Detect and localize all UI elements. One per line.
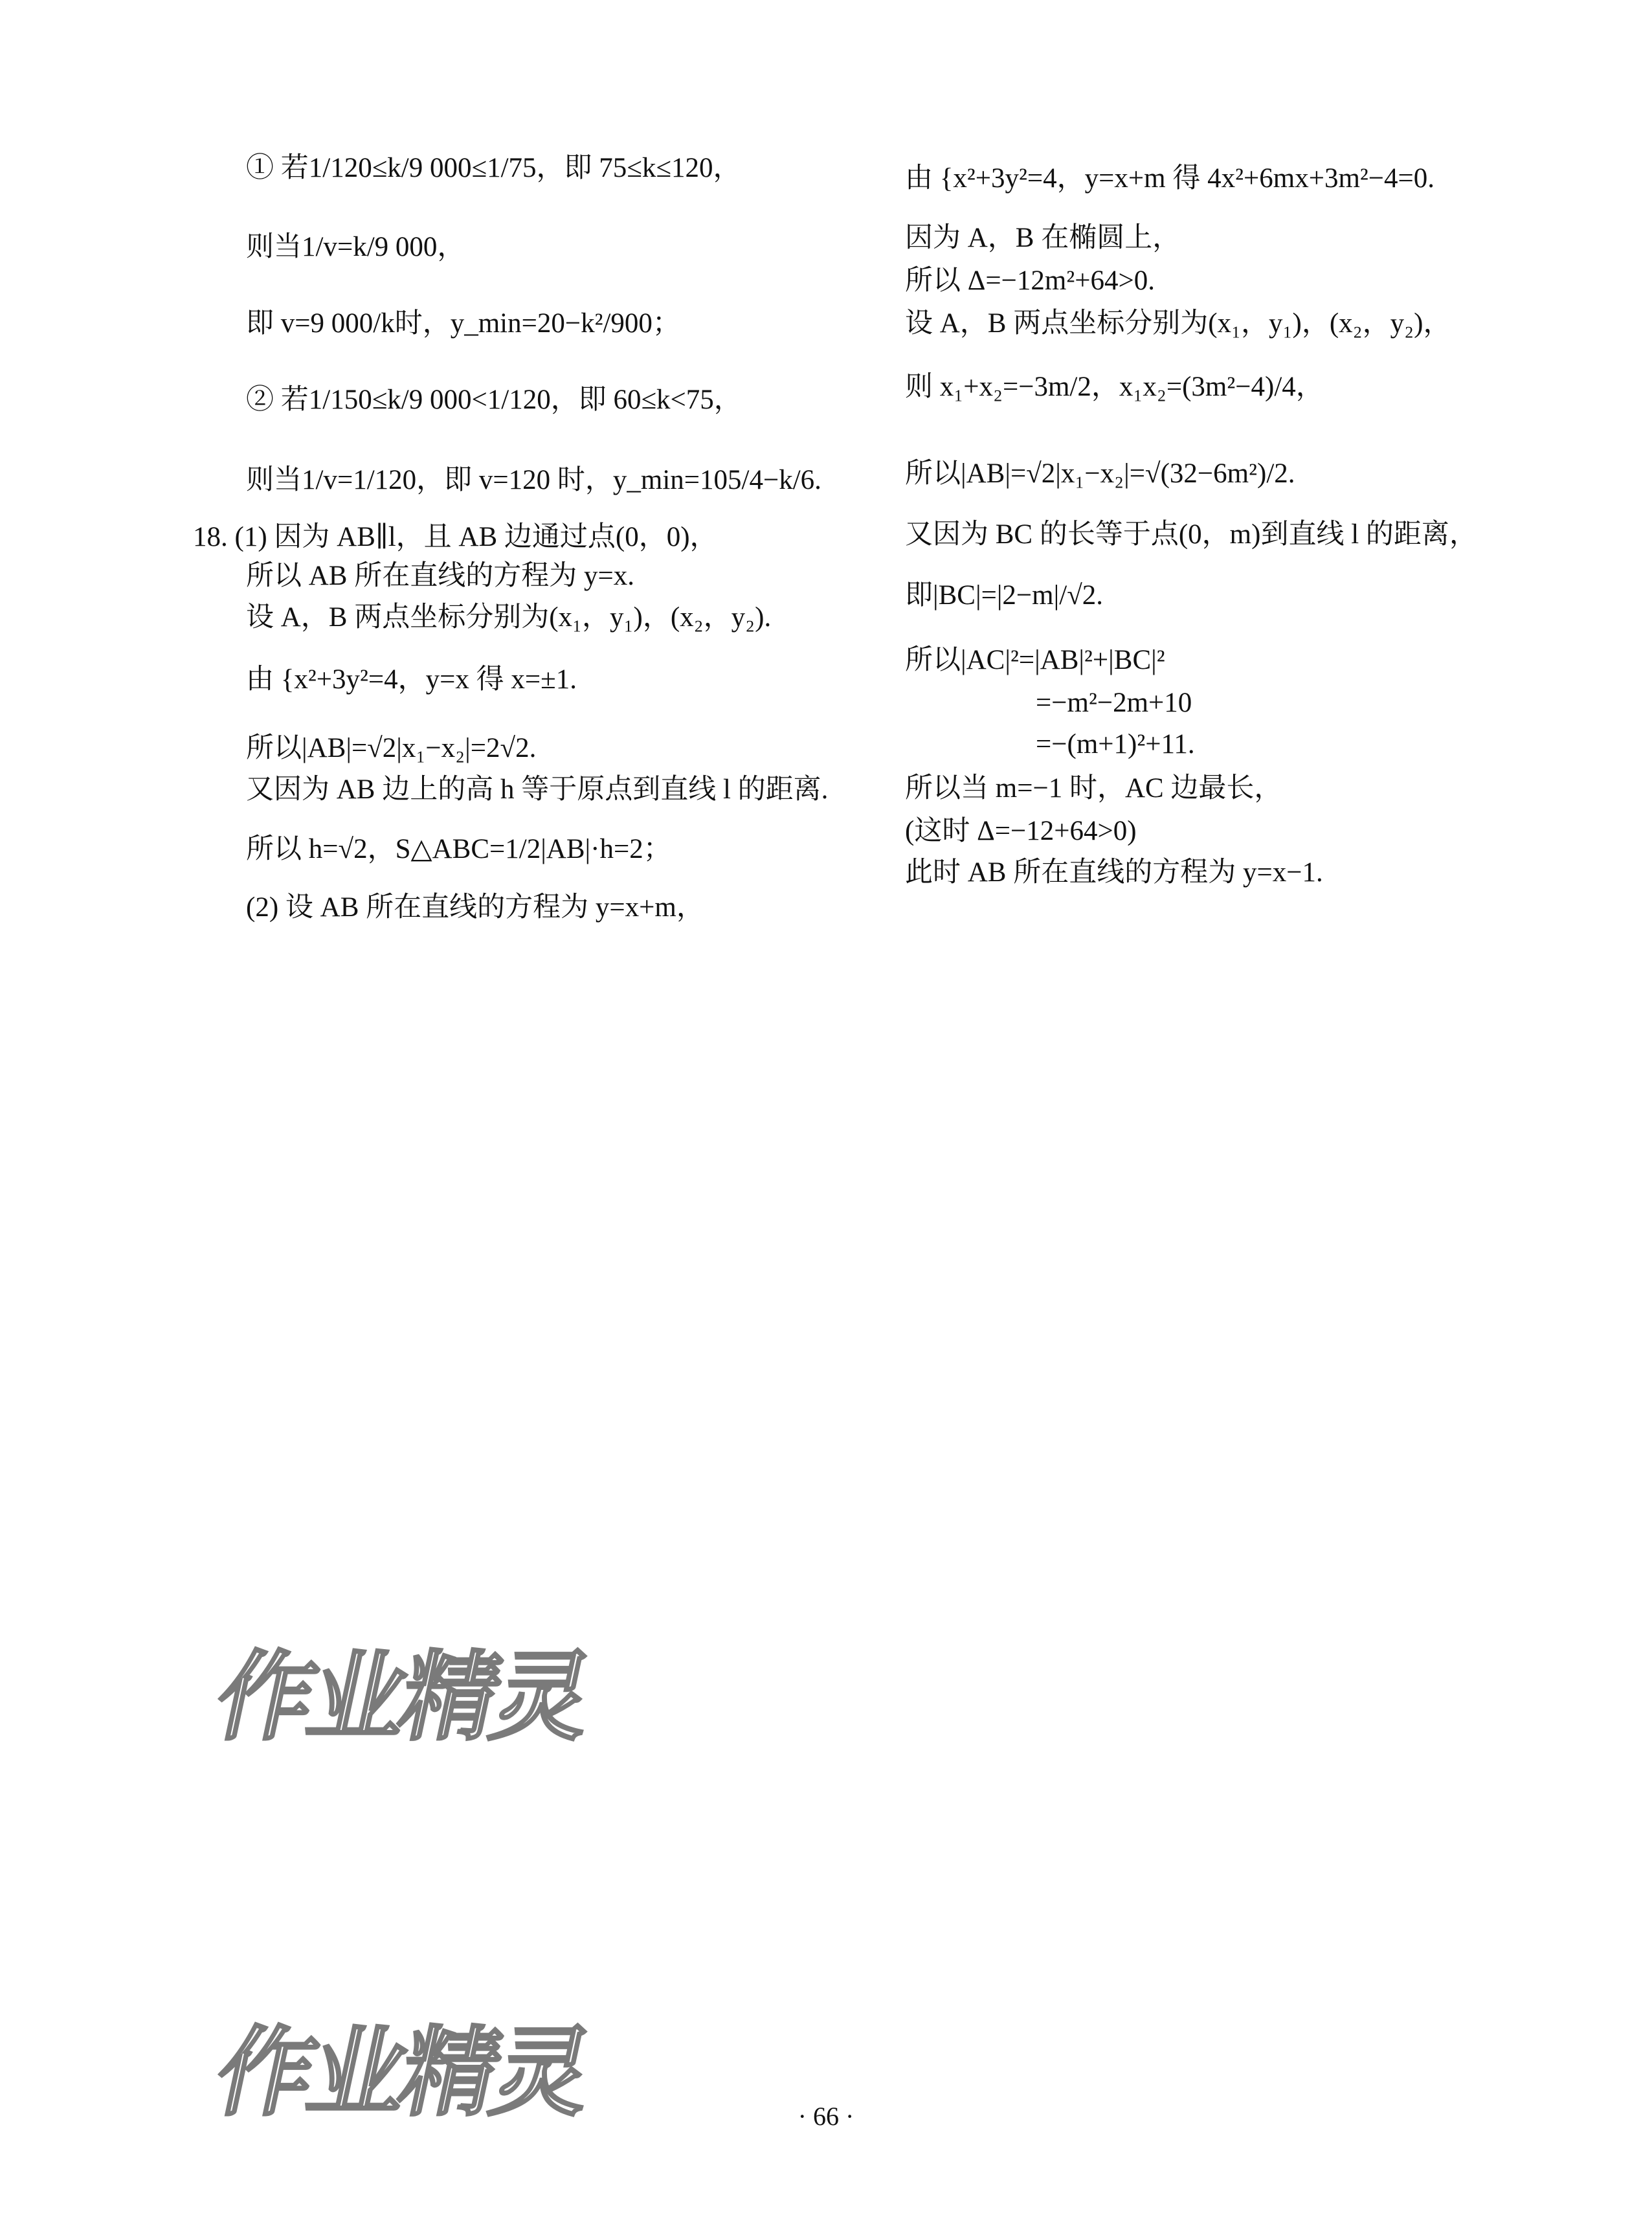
right-line-5: 则 x₁+x₂=−3m/2，x₁x₂=(3m²−4)/4， — [905, 372, 1324, 402]
left-line-9: 由 {x²+3y²=4，y=x 得 x=±1. — [246, 664, 577, 695]
left-line-5: 则当1/v=1/120，即 v=120 时，y_min=105/4−k/6. — [246, 465, 821, 495]
right-line-4: 设 A，B 两点坐标分别为(x₁，y₁)，(x₂，y₂)， — [905, 308, 1451, 339]
watermark-logo-2: 作业精灵 — [206, 2017, 598, 2130]
left-line-7: 所以 AB 所在直线的方程为 y=x. — [246, 561, 634, 591]
right-line-14: 此时 AB 所在直线的方程为 y=x−1. — [905, 857, 1323, 888]
right-line-7: 又因为 BC 的长等于点(0，m)到直线 l 的距离， — [905, 519, 1477, 550]
left-line-11: 又因为 AB 边上的高 h 等于原点到直线 l 的距离. — [246, 774, 829, 805]
left-line-13: (2) 设 AB 所在直线的方程为 y=x+m， — [246, 892, 704, 923]
left-line-2: 则当1/v=k/9 000， — [246, 232, 465, 262]
right-line-11: =−(m+1)²+11. — [1036, 729, 1195, 759]
right-line-9: 所以|AC|²=|AB|²+|BC|² — [905, 645, 1165, 675]
left-line-10: 所以|AB|=√2|x₁−x₂|=2√2. — [246, 733, 537, 763]
right-line-12: 所以当 m=−1 时，AC 边最长， — [905, 773, 1282, 804]
watermark-logo-1: 作业精灵 — [206, 1641, 598, 1754]
right-line-2: 因为 A，B 在椭圆上， — [905, 223, 1181, 253]
right-line-8: 即|BC|=|2−m|/√2. — [905, 580, 1104, 611]
left-line-8: 设 A，B 两点坐标分别为(x₁，y₁)，(x₂，y₂). — [246, 602, 772, 633]
right-line-6: 所以|AB|=√2|x₁−x₂|=√(32−6m²)/2. — [905, 458, 1295, 489]
left-line-4: ② 若1/150≤k/9 000<1/120，即 60≤k<75， — [246, 385, 742, 415]
right-line-1: 由 {x²+3y²=4，y=x+m 得 4x²+6mx+3m²−4=0. — [905, 163, 1435, 194]
right-line-10: =−m²−2m+10 — [1036, 688, 1192, 718]
left-line-1: ① 若1/120≤k/9 000≤1/75，即 75≤k≤120， — [246, 153, 741, 183]
right-line-13: (这时 Δ=−12+64>0) — [905, 816, 1137, 846]
left-line-3: 即 v=9 000/k时，y_min=20−k²/900； — [246, 308, 680, 339]
right-line-3: 所以 Δ=−12m²+64>0. — [905, 265, 1155, 296]
page-number: · 66 · — [798, 2102, 854, 2131]
left-line-6: 18. (1) 因为 AB∥l，且 AB 边通过点(0，0)， — [193, 522, 718, 552]
left-line-12: 所以 h=√2，S△ABC=1/2|AB|·h=2； — [246, 834, 671, 864]
